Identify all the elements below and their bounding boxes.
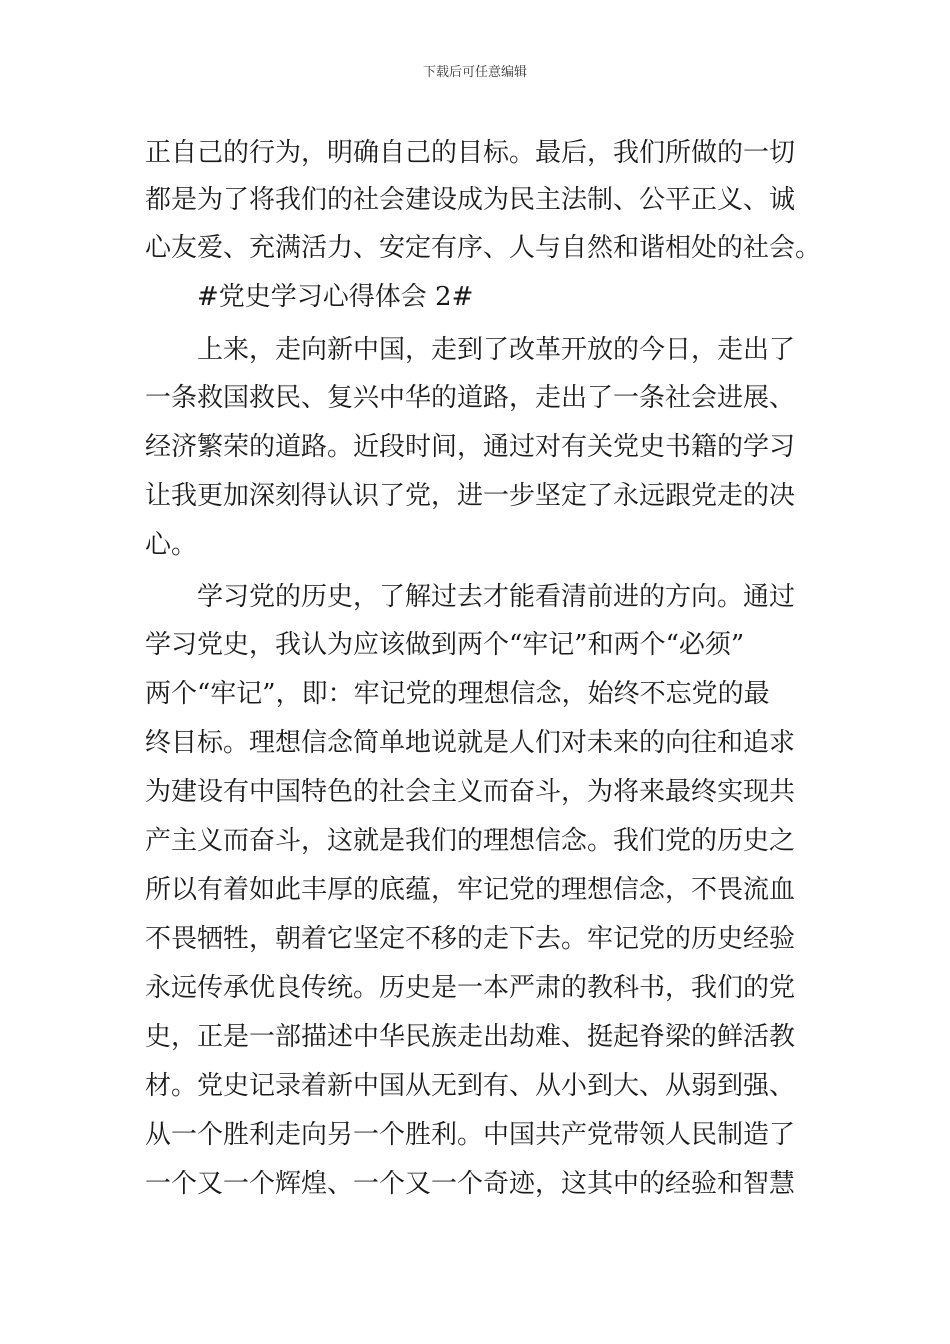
- text-line: 经济繁荣的道路。近段时间，通过对有关党史书籍的学习: [145, 432, 796, 462]
- text-line: 产主义而奋斗，这就是我们的理想信念。我们党的历史之: [145, 826, 796, 856]
- text-line: 不畏牺牲，朝着它坚定不移的走下去。牢记党的历史经验: [145, 924, 796, 954]
- text-line: 所以有着如此丰厚的底蕴，牢记党的理想信念，不畏流血: [145, 875, 796, 905]
- text-line: 两个“牢记”，即：牢记党的理想信念，始终不忘党的最: [145, 679, 770, 709]
- text-line: 一个又一个辉煌、一个又一个奇迹，这其中的经验和智慧: [145, 1169, 796, 1199]
- text-line: 心。: [145, 530, 198, 560]
- section-heading: #党史学习心得体会 2#: [197, 282, 474, 312]
- text-line: 材。党史记录着新中国从无到有、从小到大、从弱到强、: [145, 1071, 796, 1101]
- text-line: 史，正是一部描述中华民族走出劫难、挺起脊梁的鲜活教: [145, 1022, 796, 1052]
- text-line: 一条救国救民、复兴中华的道路，走出了一条社会进展、: [145, 383, 796, 413]
- text-line: 永远传承优良传统。历史是一本严肃的教科书，我们的党: [145, 973, 796, 1003]
- text-line: 正自己的行为，明确自己的目标。最后，我们所做的一切: [145, 138, 796, 168]
- text-line: 让我更加深刻得认识了党，进一步坚定了永远跟党走的决: [145, 481, 796, 511]
- text-line: 心友爱、充满活力、安定有序、人与自然和谐相处的社会。: [145, 233, 822, 263]
- text-line: 学习党史，我认为应该做到两个“牢记”和两个“必须”: [145, 630, 745, 660]
- text-line: 为建设有中国特色的社会主义而奋斗，为将来最终实现共: [145, 777, 796, 807]
- text-line: 都是为了将我们的社会建设成为民主法制、公平正义、诚: [145, 185, 796, 215]
- text-line: 终目标。理想信念简单地说就是人们对未来的向往和追求: [145, 728, 796, 758]
- text-line: 学习党的历史，了解过去才能看清前进的方向。通过: [197, 582, 796, 612]
- text-line: 上来，走向新中国，走到了改革开放的今日，走出了: [197, 335, 796, 365]
- text-line: 从一个胜利走向另一个胜利。中国共产党带领人民制造了: [145, 1120, 796, 1150]
- page-header-note: 下载后可任意编辑: [422, 65, 527, 80]
